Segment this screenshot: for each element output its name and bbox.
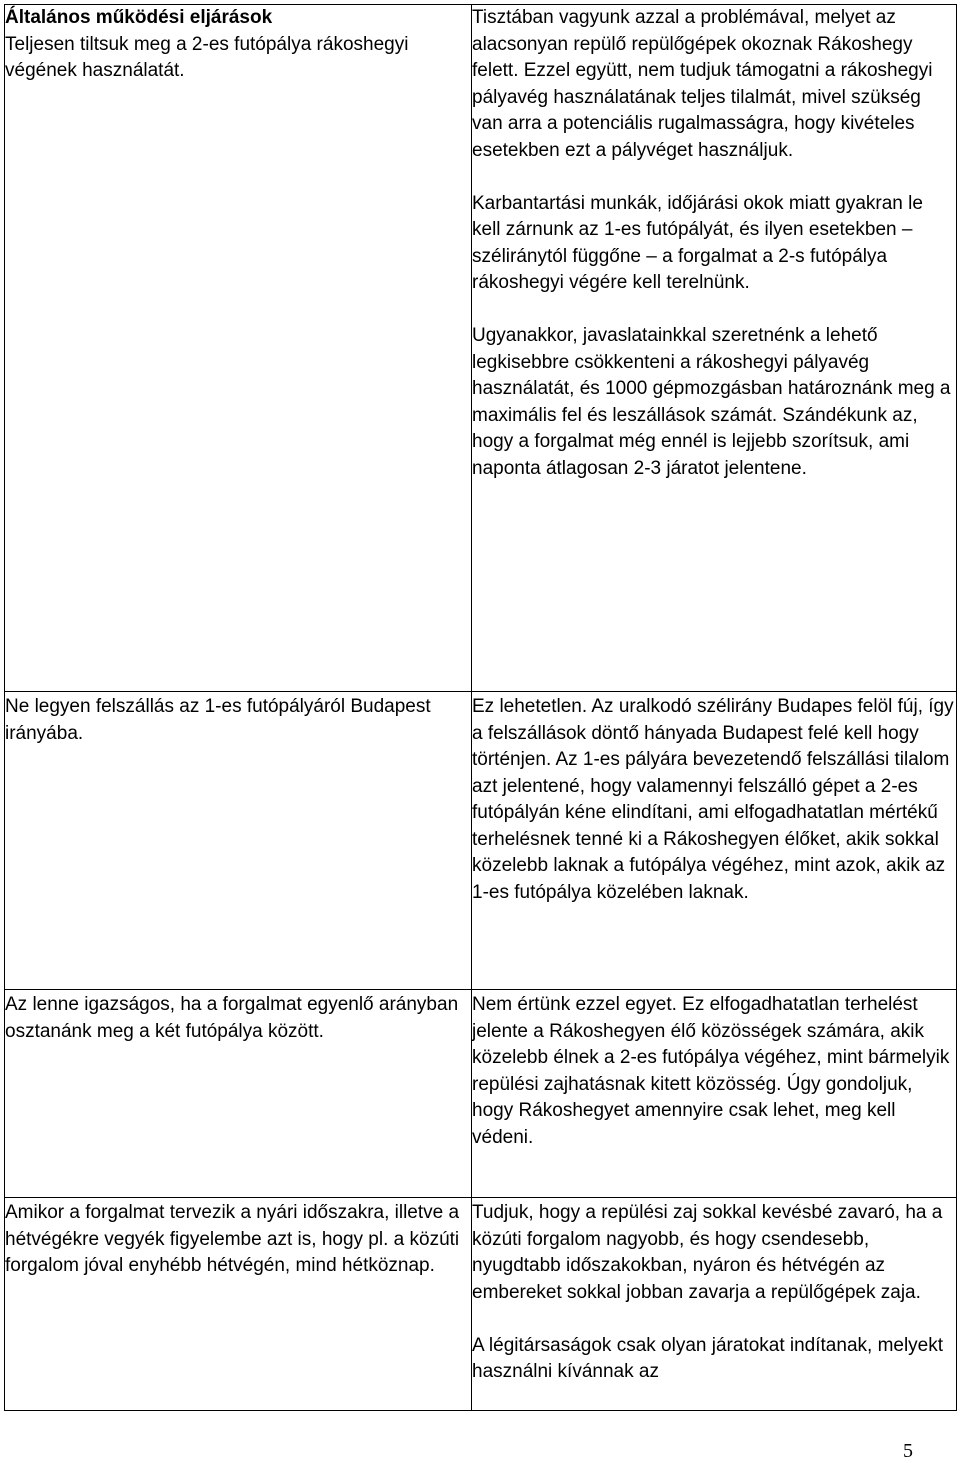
table-row	[5, 5, 957, 692]
table-row	[5, 692, 957, 990]
table-row	[5, 990, 957, 1198]
response-cell	[472, 1198, 957, 1411]
proposal-text: Amikor a forgalmat tervezik a nyári időszakra, illetve a hétvégékre vegyék figyelembe azt is, hogy pl. a közúti forgalom jóval enyhébb hétvégén, mind hétköznap.	[5, 1202, 460, 1276]
proposal-text: Ne legyen felszállás az 1-es futópályáról Budapest irányába.	[5, 696, 431, 744]
comments-table	[4, 4, 957, 1411]
proposal-cell	[5, 692, 472, 990]
proposal-cell	[5, 5, 472, 692]
response-paragraph: Nem értünk ezzel egyet. Ez elfogadhatatlan terhelést jelente a Rákoshegyen élő közösségek számára, akik közelebb élnek a 2-es futópálya végéhez, mint bármelyik repülési zajhatásnak kitett közösség. Úgy gondoljuk, hogy Rákoshegyet amennyire csak lehet, meg kell védeni.	[472, 994, 950, 1148]
response-cell	[472, 990, 957, 1198]
proposal-text: Az lenne igazságos, ha a forgalmat egyenlő arányban osztanánk meg a két futópálya között.	[5, 994, 459, 1042]
page-number: 5	[903, 1440, 913, 1462]
response-cell	[472, 692, 957, 990]
response-paragraph: Tudjuk, hogy a repülési zaj sokkal kevésbé zavaró, ha a közúti forgalom nagyobb, és hogy csendesebb, nyugdtabb időszakokban, nyáron és hétvégén az embereket sokkal jobban zavarja a repülőgépek zaja.	[472, 1202, 943, 1303]
response-paragraph: Ez lehetetlen. Az uralkodó szélirány Budapes felöl fúj, így a felszállások döntő hányada Budapest felé kell hogy történjen. Az 1-es pályára bevezetendő felszállási tilalom azt jelentené, hogy valamennyi felszálló gépet a 2-es futópályán kéne elindítani, ami elfogadhatatlan mértékű terhelésnek tenné ki a Rákoshegyen élőket, akik sokkal közelebb laknak a futópálya végéhez, mint azok, akik az 1-es futópálya közelében laknak.	[472, 696, 954, 903]
table-row	[5, 1198, 957, 1411]
proposal-text: Teljesen tiltsuk meg a 2-es futópálya rákoshegyi végének használatát.	[5, 33, 409, 81]
proposal-cell	[5, 1198, 472, 1411]
response-paragraph: A légitársaságok csak olyan járatokat indítanak, melyekt használni kívánnak az	[472, 1334, 944, 1382]
response-cell	[472, 5, 957, 692]
proposal-cell	[5, 990, 472, 1198]
response-paragraph: Karbantartási munkák, időjárási okok miatt gyakran le kell zárnunk az 1-es futópályát, és ilyen esetekben – széliránytól függőne – a forgalmat a 2-s futópálya rákoshegyi végére kell terelnünk.	[472, 192, 923, 293]
section-heading: Általános működési eljárások	[5, 7, 273, 28]
response-paragraph: Tisztában vagyunk azzal a problémával, melyet az alacsonyan repülő repülőgépek okoznak Rákoshegy felett. Ezzel együtt, nem tudjuk támogatni a rákoshegyi pályavég használatának teljes tilalmát, mivel szükség van arra a potenciális rugalmasságra, hogy kivételes esetekben ezt a pályvéget használjuk.	[472, 7, 933, 161]
response-paragraph: Ugyanakkor, javaslatainkkal szeretnénk a lehető legkisebbre csökkenteni a rákoshegyi pályavég használatát, és 1000 gépmozgásban határoznánk meg a maximális fel és leszállások számát. Szándékunk az, hogy a forgalmat még ennél is lejjebb szorítsuk, ami naponta átlagosan 2-3 járatot jelentene.	[472, 325, 951, 479]
